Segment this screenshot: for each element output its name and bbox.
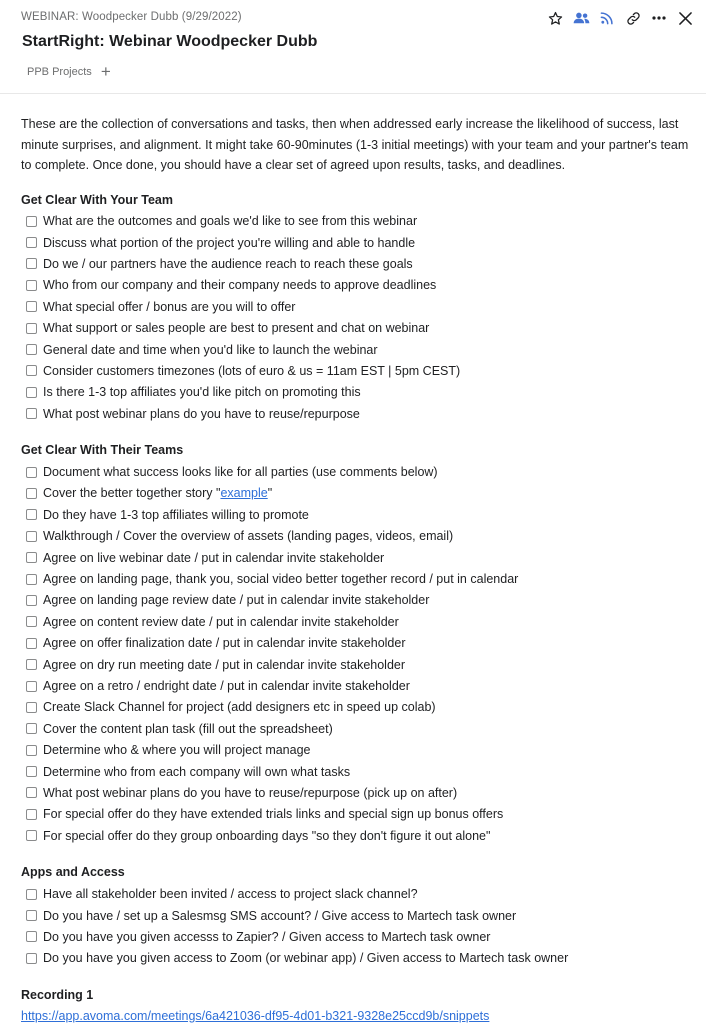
checkbox[interactable] <box>26 280 37 291</box>
checklist-item <box>21 253 689 274</box>
checklist-item <box>21 461 689 482</box>
checklist-item-text: Is there 1-3 top affiliates you'd like pitch on promoting this <box>43 385 361 400</box>
checklist-item-text: Agree on a retro / endright date / put in calendar invite stakeholder <box>43 679 410 693</box>
checkbox[interactable] <box>26 258 37 269</box>
checklist-item <box>21 804 689 825</box>
checklist-item-text: Agree on landing page, thank you, social video better together record / put in calendar <box>43 572 519 587</box>
checkbox[interactable] <box>26 616 37 627</box>
checkbox[interactable] <box>26 323 37 334</box>
close-icon[interactable] <box>674 8 696 28</box>
checkbox[interactable] <box>26 595 37 606</box>
checkbox[interactable] <box>26 237 37 248</box>
checkbox[interactable] <box>26 766 37 777</box>
checklist-item-text: Cover the content plan task (fill out the spreadsheet) <box>43 721 333 736</box>
checklist-item <box>21 568 689 589</box>
header-actions <box>544 8 696 28</box>
checkbox[interactable] <box>26 509 37 520</box>
intro-paragraph: These are the collection of conversations and tasks, then when addressed early increase the likelihood of success, last minute surprises, and alignment. It might take 60-90minutes (1-3 initial meetings) with your team and your partner's team to complete. Once done, you should have a clear set of agreed upon results, tasks, and deadlines. <box>21 117 689 172</box>
checklist <box>21 211 689 425</box>
checklist-item-text: Agree on offer finalization date / put in calendar invite stakeholder <box>43 636 406 651</box>
checklist-item <box>21 275 689 296</box>
checkbox[interactable] <box>26 809 37 820</box>
checklist-item <box>21 317 689 338</box>
checkbox[interactable] <box>26 745 37 756</box>
checklist-item-text: Determine who from each company will own what tasks <box>43 764 351 779</box>
checkbox[interactable] <box>26 387 37 398</box>
checklist-item <box>21 654 689 675</box>
checklist-item <box>21 739 689 760</box>
checklist-item-text: Create Slack Channel for project (add designers etc in speed up colab) <box>43 700 436 715</box>
checkbox[interactable] <box>26 953 37 964</box>
checklist-item-text: Who from our company and their company needs to approve deadlines <box>43 278 437 293</box>
checklist-item <box>21 948 689 969</box>
item-text-prefix: Cover the better together story " <box>43 486 221 501</box>
more-icon[interactable] <box>648 8 670 28</box>
projects-row <box>27 62 111 81</box>
checkbox[interactable] <box>26 931 37 942</box>
checkbox[interactable] <box>26 408 37 419</box>
checkbox[interactable] <box>26 301 37 312</box>
checklist-item-text: General date and time when you'd like to launch the webinar <box>43 342 378 357</box>
project-tag[interactable]: PPB Projects <box>27 66 92 78</box>
checklist-item-text: Have all stakeholder been invited / access to project slack channel? <box>43 887 418 902</box>
checkbox[interactable] <box>26 467 37 478</box>
checklist-item <box>21 905 689 926</box>
checkbox[interactable] <box>26 723 37 734</box>
checkbox[interactable] <box>26 574 37 585</box>
checklist-item-text: What post webinar plans do you have to reuse/repurpose <box>43 406 360 421</box>
checklist-item-text: Agree on landing page review date / put in calendar invite stakeholder <box>43 593 430 608</box>
checklist-item-text: Agree on live webinar date / put in calendar invite stakeholder <box>43 550 385 565</box>
parent-task-breadcrumb[interactable]: WEBINAR: Woodpecker Dubb (9/29/2022) <box>21 11 242 23</box>
checkbox[interactable] <box>26 552 37 563</box>
checklist-item-text: Consider customers timezones (lots of euro & us = 11am EST | 5pm CEST) <box>43 363 461 378</box>
task-title[interactable]: StartRight: Webinar Woodpecker Dubb <box>22 33 318 50</box>
checklist-item-text: Do we / our partners have the audience reach to reach these goals <box>43 256 413 271</box>
checklist-item-text: Agree on dry run meeting date / put in calendar invite stakeholder <box>43 657 406 672</box>
checklist-item-text <box>43 486 272 500</box>
checklist-item <box>21 483 689 504</box>
checkbox[interactable] <box>26 830 37 841</box>
rss-icon[interactable] <box>596 8 618 28</box>
star-icon[interactable] <box>544 8 566 28</box>
spacer <box>21 969 689 985</box>
spacer <box>21 846 689 862</box>
checkbox[interactable] <box>26 681 37 692</box>
checkbox[interactable] <box>26 488 37 499</box>
checklist-item <box>21 403 689 424</box>
item-text-suffix: " <box>267 486 273 501</box>
checklist-item <box>21 883 689 904</box>
example-link[interactable]: example <box>220 486 268 501</box>
checklist-item <box>21 382 689 403</box>
checklist-item <box>21 339 689 360</box>
checklist-item <box>21 611 689 632</box>
recording-title: Recording 1 <box>21 988 94 1002</box>
checkbox[interactable] <box>26 889 37 900</box>
checklist-item <box>21 782 689 803</box>
checklist <box>21 883 689 969</box>
checklist-item <box>21 718 689 739</box>
checklist <box>21 461 689 846</box>
checklist-item-text: Agree on content review date / put in calendar invite stakeholder <box>43 614 399 629</box>
checklist-item-text: What are the outcomes and goals we'd like to see from this webinar <box>43 214 418 229</box>
add-project-button[interactable]: + <box>100 62 111 81</box>
checklist-item-text: Do you have you given accesss to Zapier? / Given access to Martech task owner <box>43 929 491 944</box>
checklist-item <box>21 926 689 947</box>
checklist-item-text: Determine who & where you will project manage <box>43 743 311 758</box>
task-description[interactable] <box>21 114 689 1024</box>
recording-link[interactable]: https://app.avoma.com/meetings/6a421036-df95-4d01-b321-9328e25ccd9b/snippets <box>21 1009 490 1023</box>
checklist-item-text: What special offer / bonus are you will to offer <box>43 299 296 314</box>
checklist-item-text: Do you have / set up a Salesmsg SMS account? / Give access to Martech task owner <box>43 908 517 923</box>
checklist-item <box>21 504 689 525</box>
header-divider <box>0 93 706 94</box>
checklist-item <box>21 590 689 611</box>
checklist-item <box>21 211 689 232</box>
checklist-item <box>21 633 689 654</box>
section-title: Apps and Access <box>21 865 125 880</box>
checklist-item <box>21 296 689 317</box>
link-icon[interactable] <box>622 8 644 28</box>
checklist-item <box>21 675 689 696</box>
checklist-item-text: For special offer do they group onboarding days "so they don't figure it out alone" <box>43 828 491 843</box>
checklist-item-text: Do you have you given access to Zoom (or webinar app) / Given access to Martech task owner <box>43 951 569 966</box>
checklist-item <box>21 547 689 568</box>
checklist-item-text: For special offer do they have extended trials links and special sign up bonus offers <box>43 807 504 822</box>
checkbox[interactable] <box>26 216 37 227</box>
checklist-item <box>21 697 689 718</box>
checklist-item-text: Do they have 1-3 top affiliates willing to promote <box>43 507 309 522</box>
checklist-item-text: Walkthrough / Cover the overview of assets (landing pages, videos, email) <box>43 529 454 544</box>
checklist-item <box>21 360 689 381</box>
checkbox[interactable] <box>26 365 37 376</box>
spacer <box>21 424 689 440</box>
checklist-item-text: Document what success looks like for all parties (use comments below) <box>43 465 438 480</box>
task-header-bar <box>0 0 706 34</box>
section-title: Get Clear With Their Teams <box>21 443 184 458</box>
checklist-item-text: Discuss what portion of the project you're willing and able to handle <box>43 235 416 250</box>
section-title: Get Clear With Your Team <box>21 192 174 207</box>
checklist-item <box>21 526 689 547</box>
checkbox[interactable] <box>26 702 37 713</box>
checklist-item <box>21 825 689 846</box>
checklist-item <box>21 761 689 782</box>
checkbox[interactable] <box>26 787 37 798</box>
checkbox[interactable] <box>26 910 37 921</box>
checklist-item-text: What post webinar plans do you have to reuse/repurpose (pick up on after) <box>43 785 458 800</box>
checkbox[interactable] <box>26 344 37 355</box>
checkbox[interactable] <box>26 531 37 542</box>
checklist-item <box>21 232 689 253</box>
checkbox[interactable] <box>26 638 37 649</box>
people-icon[interactable] <box>570 8 592 28</box>
checkbox[interactable] <box>26 659 37 670</box>
checklist-item-text: What support or sales people are best to present and chat on webinar <box>43 321 430 336</box>
